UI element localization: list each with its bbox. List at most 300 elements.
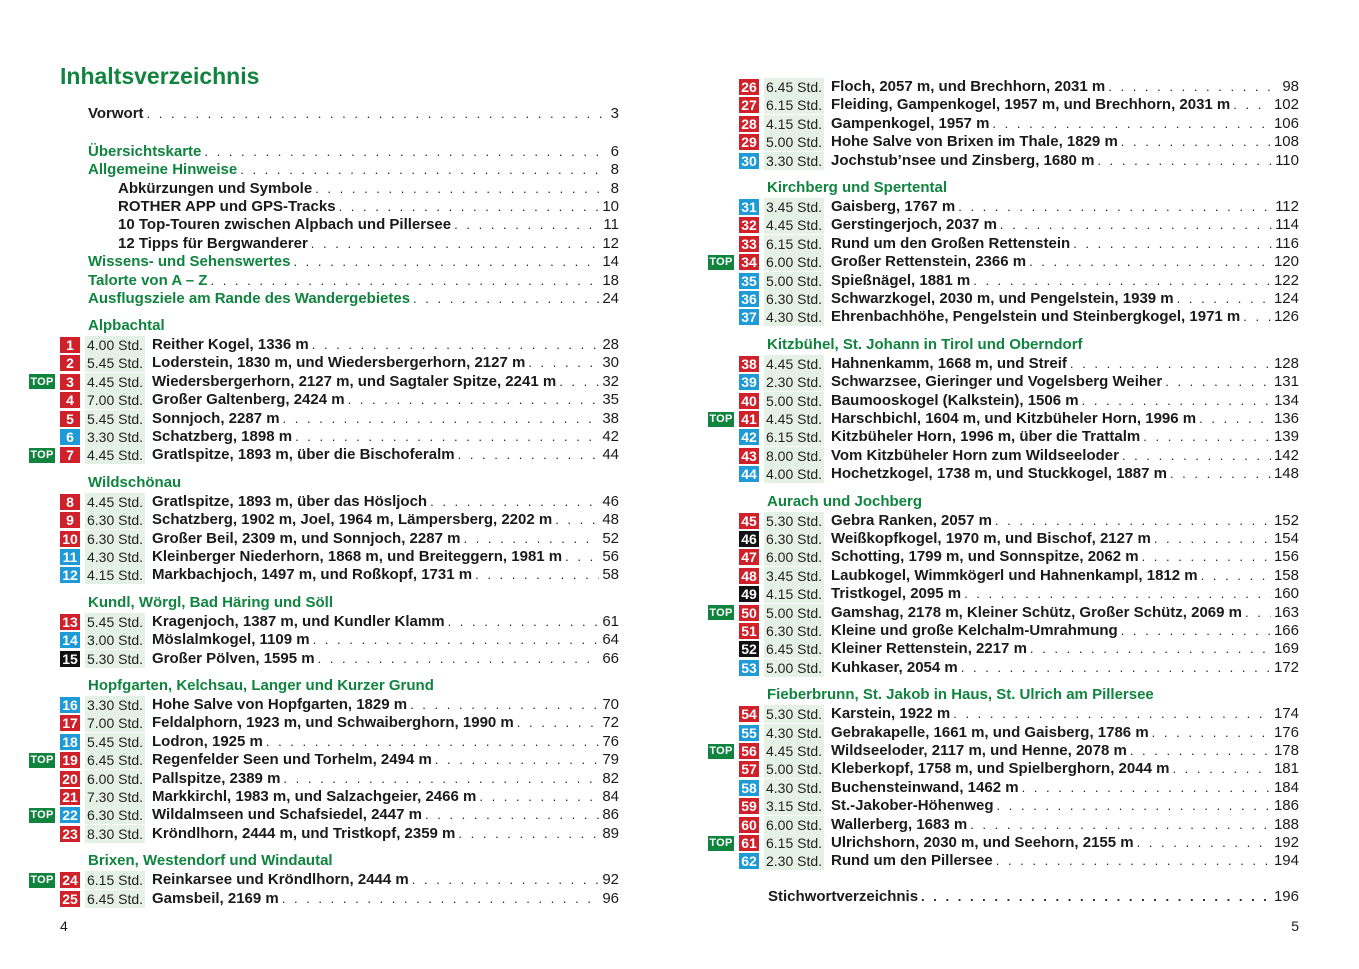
tour-name: Buchensteinwand, 1462 m	[831, 778, 1019, 796]
tour-name: Schotting, 1799 m, und Sonnspitze, 2062 m	[831, 548, 1139, 566]
tour-entry[interactable]	[831, 447, 1299, 465]
toc-entry-page: 6	[610, 143, 619, 160]
tour-number-badge[interactable]: 31	[739, 199, 759, 215]
toc-entry-page: 11	[603, 216, 619, 233]
tour-number-badge[interactable]: 9	[60, 512, 80, 528]
tour-page: 28	[602, 336, 619, 353]
tour-entry[interactable]	[831, 640, 1299, 658]
tour-number-badge[interactable]: 34	[739, 254, 759, 270]
tour-entry[interactable]	[831, 290, 1299, 308]
tour-number-badge[interactable]: 25	[60, 891, 80, 907]
tour-entry[interactable]	[831, 760, 1299, 778]
tour-duration: 3.30 Std.	[87, 697, 144, 713]
tour-name: Gebra Ranken, 2057 m	[831, 511, 992, 529]
tour-number-badge[interactable]: 24	[60, 872, 80, 888]
tour-entry[interactable]	[831, 622, 1299, 640]
tour-number-badge[interactable]: 16	[60, 697, 80, 713]
tour-number-badge[interactable]: 36	[739, 291, 759, 307]
tour-entry[interactable]	[831, 512, 1299, 530]
tour-name: Gratlspitze, 1893 m, über die Bischoferalm	[152, 446, 455, 464]
toc-entry-label: Übersichtskarte	[88, 143, 202, 160]
leader-dots	[1199, 410, 1271, 428]
tour-name: Kuhkaser, 2054 m	[831, 658, 958, 676]
tour-entry[interactable]	[152, 336, 619, 354]
tour-entry[interactable]	[831, 428, 1299, 446]
tour-number-badge[interactable]: 13	[60, 614, 80, 630]
tour-entry[interactable]	[152, 788, 619, 806]
leader-dots	[315, 180, 607, 198]
tour-entry[interactable]	[152, 806, 619, 824]
tour-name: Reinkarsee und Kröndlhorn, 2444 m	[152, 871, 409, 889]
leader-dots	[311, 235, 600, 253]
tour-number-badge[interactable]: 28	[739, 116, 759, 132]
tour-page: 32	[602, 372, 619, 390]
tour-name: Möslalmkogel, 1109 m	[152, 631, 310, 649]
tour-duration: 4.15 Std.	[87, 567, 144, 584]
tour-page: 178	[1273, 742, 1299, 759]
leader-dots	[283, 410, 600, 428]
tour-page: 176	[1273, 723, 1299, 741]
leader-dots	[348, 391, 600, 409]
tour-entry[interactable]	[152, 373, 619, 391]
tour-entry[interactable]	[152, 770, 619, 788]
leader-dots	[1122, 447, 1271, 465]
toc-entry[interactable]	[88, 253, 619, 271]
tour-number-badge[interactable]: 30	[739, 153, 759, 169]
tour-duration: 4.45 Std.	[87, 373, 144, 390]
leader-dots	[1082, 392, 1271, 410]
tour-name: Kröndlhorn, 2444 m, und Tristkopf, 2359 m	[152, 824, 456, 842]
leader-dots	[435, 751, 600, 769]
tour-entry[interactable]	[831, 548, 1299, 566]
tour-number-badge[interactable]: 54	[739, 706, 759, 722]
leader-dots	[147, 105, 608, 123]
toc-entry[interactable]	[88, 272, 619, 290]
tour-page: 181	[1273, 760, 1299, 778]
tour-page: 35	[602, 391, 619, 409]
leader-dots	[1233, 96, 1271, 114]
top-tour-badge: TOP	[30, 809, 54, 822]
tour-name: Markbachjoch, 1497 m, und Roßkopf, 1731 m	[152, 566, 473, 584]
tour-name: Wallerberg, 1683 m	[831, 815, 968, 833]
tour-page: 79	[602, 751, 619, 769]
tour-entry[interactable]	[152, 631, 619, 649]
tour-duration: 3.45 Std.	[766, 567, 823, 584]
tour-page: 112	[1275, 198, 1299, 215]
tour-entry[interactable]	[831, 604, 1299, 622]
tour-number-badge[interactable]: 48	[739, 568, 759, 584]
tour-page: 172	[1273, 658, 1299, 676]
tour-duration: 5.00 Std.	[766, 392, 823, 409]
tour-entry[interactable]	[152, 493, 619, 511]
tour-entry[interactable]	[152, 733, 619, 751]
tour-entry[interactable]	[831, 779, 1299, 797]
tour-duration: 7.30 Std.	[87, 789, 144, 805]
tour-name: Kleinberger Niederhorn, 1868 m, und Breiteggern, 1981 m	[152, 548, 563, 565]
tour-entry[interactable]	[831, 96, 1299, 114]
toc-entry-label: Ausflugsziele am Rande des Wandergebietes	[88, 290, 411, 307]
tour-entry[interactable]	[152, 548, 619, 566]
tour-name: Spießnägel, 1881 m	[831, 271, 971, 289]
tour-page: 30	[602, 354, 619, 372]
tour-entry[interactable]	[152, 825, 619, 843]
toc-entry[interactable]	[88, 161, 619, 179]
tour-duration: 3.30 Std.	[766, 152, 823, 169]
toc-entry-page: 3	[610, 105, 619, 122]
tour-entry[interactable]	[831, 852, 1299, 870]
leader-dots	[339, 198, 600, 216]
tour-name: Reither Kogel, 1336 m	[152, 336, 309, 353]
tour-duration: 6.45 Std.	[766, 79, 823, 95]
leader-dots	[410, 696, 599, 714]
tour-number-badge[interactable]: 20	[60, 771, 80, 787]
tour-entry[interactable]	[831, 659, 1299, 677]
tour-page: 86	[602, 806, 619, 824]
tour-number-badge[interactable]: 51	[739, 623, 759, 639]
tour-page: 194	[1273, 852, 1299, 870]
leader-dots	[454, 216, 600, 234]
leader-dots	[1165, 373, 1271, 391]
tour-page: 98	[1282, 78, 1299, 95]
toc-entry[interactable]	[88, 143, 619, 161]
tour-entry[interactable]	[831, 567, 1299, 585]
leader-dots	[1152, 724, 1271, 742]
section-heading: Hopfgarten, Kelchsau, Langer und Kurzer Grund	[88, 677, 434, 694]
tour-entry[interactable]	[831, 152, 1299, 170]
toc-entry-label: 12 Tipps für Bergwanderer	[118, 235, 308, 252]
tour-page: 122	[1273, 271, 1299, 289]
tour-entry[interactable]	[831, 724, 1299, 742]
tour-number-badge[interactable]: 15	[60, 651, 80, 667]
tour-number-badge[interactable]: 17	[60, 715, 80, 731]
tour-entry[interactable]	[152, 391, 619, 409]
tour-entry[interactable]	[152, 410, 619, 428]
tour-entry[interactable]	[831, 410, 1299, 428]
tour-number-badge[interactable]: 60	[739, 817, 759, 833]
tour-duration: 6.15 Std.	[766, 97, 823, 114]
index-entry-label: Stichwortverzeichnis	[768, 888, 919, 905]
tour-entry[interactable]	[152, 446, 619, 464]
leader-dots	[996, 852, 1271, 870]
tour-number-badge[interactable]: 44	[739, 466, 759, 482]
leader-dots	[479, 788, 599, 806]
tour-name: Baumooskogel (Kalkstein), 1506 m	[831, 391, 1079, 409]
toc-entry[interactable]	[88, 290, 619, 308]
tour-page: 166	[1273, 622, 1299, 639]
tour-number-badge[interactable]: 39	[739, 374, 759, 390]
tour-entry[interactable]	[831, 235, 1299, 253]
tour-page: 56	[602, 548, 619, 565]
tour-number-badge[interactable]: 2	[60, 355, 80, 371]
tour-page: 124	[1273, 290, 1299, 307]
tour-page: 44	[602, 446, 619, 464]
tour-number-badge[interactable]: 32	[739, 217, 759, 233]
tour-number-badge[interactable]: 61	[739, 835, 759, 851]
leader-dots	[1243, 308, 1271, 326]
tour-entry[interactable]	[152, 354, 619, 372]
toc-entry[interactable]	[118, 198, 619, 216]
tour-duration: 4.45 Std.	[766, 217, 823, 234]
tour-name: Karstein, 1922 m	[831, 705, 951, 723]
tour-name: Schatzberg, 1902 m, Joel, 1964 m, Lämpersberg, 2202 m	[152, 511, 553, 529]
leader-dots	[413, 290, 599, 308]
leader-dots	[997, 797, 1271, 815]
tour-name: Fleiding, Gampenkogel, 1957 m, und Brechhorn, 2031 m	[831, 96, 1231, 114]
tour-number-badge[interactable]: 19	[60, 752, 80, 768]
tour-name: Schwarzkogel, 2030 m, und Pengelstein, 1939 m	[831, 290, 1174, 307]
tour-number-badge[interactable]: 33	[739, 236, 759, 252]
section-heading: Aurach und Jochberg	[767, 492, 923, 510]
tour-number-badge[interactable]: 47	[739, 549, 759, 565]
tour-number-badge[interactable]: 4	[60, 392, 80, 408]
tour-page: 46	[602, 492, 619, 510]
tour-number-badge[interactable]: 3	[60, 374, 80, 390]
tour-name: Gampenkogel, 1957 m	[831, 114, 990, 132]
tour-number-badge[interactable]: 55	[739, 725, 759, 741]
tour-duration: 5.45 Std.	[87, 410, 144, 427]
tour-number-badge[interactable]: 41	[739, 411, 759, 427]
tour-page: 131	[1273, 373, 1299, 391]
leader-dots	[1000, 216, 1272, 234]
tour-duration: 7.00 Std.	[87, 715, 144, 732]
tour-page: 169	[1273, 640, 1299, 658]
tour-entry[interactable]	[831, 115, 1299, 133]
tour-entry[interactable]	[831, 465, 1299, 483]
tour-entry[interactable]	[831, 308, 1299, 326]
top-tour-badge: TOP	[30, 874, 54, 887]
tour-duration: 4.30 Std.	[87, 549, 144, 565]
tour-number-badge[interactable]: 43	[739, 448, 759, 464]
tour-page: 116	[1275, 234, 1299, 252]
tour-number-badge[interactable]: 46	[739, 531, 759, 547]
tour-entry[interactable]	[831, 585, 1299, 603]
leader-dots	[559, 373, 599, 391]
leader-dots	[1245, 604, 1271, 622]
tour-entry[interactable]	[831, 253, 1299, 271]
tour-number-badge[interactable]: 14	[60, 632, 80, 648]
tour-number-badge[interactable]: 40	[739, 393, 759, 409]
toc-entry[interactable]	[118, 180, 619, 198]
leader-dots	[1170, 465, 1271, 483]
tour-duration: 6.30 Std.	[87, 530, 144, 547]
top-tour-badge: TOP	[709, 745, 733, 757]
toc-entry[interactable]	[118, 235, 619, 253]
tour-page: 154	[1273, 530, 1299, 547]
toc-entry-page: 8	[610, 161, 619, 178]
tour-number-badge[interactable]: 27	[739, 97, 759, 113]
tour-page: 163	[1273, 603, 1299, 621]
leader-dots	[430, 493, 599, 511]
leader-dots	[425, 806, 599, 824]
tour-entry[interactable]	[831, 530, 1299, 548]
tour-entry[interactable]	[152, 751, 619, 769]
tour-entry[interactable]	[831, 133, 1299, 151]
tour-entry[interactable]	[152, 428, 619, 446]
tour-duration: 5.30 Std.	[766, 512, 823, 529]
tour-page: 136	[1273, 410, 1299, 427]
tour-number-badge[interactable]: 5	[60, 411, 80, 427]
tour-number-badge[interactable]: 49	[739, 586, 759, 602]
tour-duration: 4.15 Std.	[766, 115, 823, 132]
tour-number-badge[interactable]: 38	[739, 356, 759, 372]
tour-number-badge[interactable]: 42	[739, 429, 759, 445]
tour-duration: 4.45 Std.	[87, 493, 144, 510]
tour-number-badge[interactable]: 59	[739, 798, 759, 814]
leader-dots	[1121, 622, 1271, 640]
tour-duration: 6.15 Std.	[87, 872, 144, 889]
tour-entry[interactable]	[831, 78, 1299, 96]
leader-dots	[1142, 548, 1271, 566]
tour-page: 184	[1273, 778, 1299, 796]
tour-number-badge[interactable]: 26	[739, 79, 759, 95]
toc-entry-page: 24	[602, 290, 619, 307]
tour-page: 106	[1273, 114, 1299, 132]
tour-entry[interactable]	[831, 797, 1299, 815]
tour-number-badge[interactable]: 35	[739, 273, 759, 289]
tour-number-badge[interactable]: 37	[739, 309, 759, 325]
tour-page: 186	[1273, 797, 1299, 815]
tour-page: 134	[1273, 391, 1299, 409]
tour-entry[interactable]	[831, 272, 1299, 290]
leader-dots	[475, 566, 599, 584]
leader-dots	[992, 115, 1271, 133]
leader-dots	[1154, 530, 1271, 548]
tour-number-badge[interactable]: 57	[739, 761, 759, 777]
leader-dots	[995, 512, 1271, 530]
tour-number-badge[interactable]: 10	[60, 531, 80, 547]
tour-number-badge[interactable]: 52	[739, 641, 759, 657]
tour-duration: 7.00 Std.	[87, 392, 144, 409]
tour-duration: 6.00 Std.	[766, 816, 823, 833]
tour-duration: 4.30 Std.	[766, 309, 823, 326]
page-title: Inhaltsverzeichnis	[60, 63, 260, 89]
tour-duration: 4.45 Std.	[87, 447, 144, 464]
tour-duration: 5.00 Std.	[766, 134, 823, 151]
tour-duration: 5.00 Std.	[766, 272, 823, 289]
tour-entry[interactable]	[831, 373, 1299, 391]
tour-entry[interactable]	[152, 696, 619, 714]
tour-duration: 4.45 Std.	[766, 743, 823, 759]
index-entry[interactable]	[768, 888, 1299, 906]
tour-duration: 4.30 Std.	[766, 724, 823, 741]
top-tour-badge: TOP	[709, 413, 733, 425]
leader-dots	[961, 659, 1271, 677]
leader-dots	[412, 871, 600, 889]
tour-number-badge[interactable]: 22	[60, 807, 80, 823]
tour-page: 64	[602, 631, 619, 649]
tour-name: Lodron, 1925 m	[152, 732, 263, 750]
toc-entry[interactable]	[118, 216, 619, 234]
tour-duration: 5.30 Std.	[87, 650, 144, 667]
tour-entry[interactable]	[831, 816, 1299, 834]
tour-number-badge[interactable]: 23	[60, 826, 80, 842]
tour-entry[interactable]	[152, 650, 619, 668]
tour-number-badge[interactable]: 21	[60, 789, 80, 805]
tour-page: 128	[1273, 354, 1299, 372]
tour-entry[interactable]	[152, 566, 619, 584]
tour-page: 148	[1273, 465, 1299, 483]
leader-dots	[1137, 834, 1271, 852]
tour-entry[interactable]	[831, 705, 1299, 723]
tour-page: 42	[602, 428, 619, 445]
tour-duration: 6.00 Std.	[766, 254, 823, 271]
tour-name: Hohe Salve von Brixen im Thale, 1829 m	[831, 133, 1118, 151]
tour-number-badge[interactable]: 11	[60, 549, 80, 565]
tour-page: 92	[602, 871, 619, 889]
tour-duration: 2.30 Std.	[766, 374, 823, 391]
tour-duration: 3.45 Std.	[766, 199, 823, 215]
tour-duration: 6.15 Std.	[766, 835, 823, 851]
leader-dots	[953, 705, 1271, 723]
leader-dots	[565, 548, 599, 566]
tour-number-badge[interactable]: 50	[739, 605, 759, 621]
tour-name: Loderstein, 1830 m, und Wiedersbergerhorn, 2127 m	[152, 354, 526, 372]
tour-page: 96	[602, 889, 619, 907]
leader-dots	[210, 272, 599, 290]
leader-dots	[964, 585, 1271, 603]
tour-number-badge[interactable]: 45	[739, 513, 759, 529]
tour-entry[interactable]	[831, 216, 1299, 234]
tour-number-badge[interactable]: 56	[739, 743, 759, 759]
tour-name: Feldalphorn, 1923 m, und Schwaiberghorn, 1990 m	[152, 714, 514, 732]
tour-entry[interactable]	[152, 511, 619, 529]
tour-entry[interactable]	[152, 871, 619, 889]
tour-entry[interactable]	[831, 742, 1299, 760]
tour-entry[interactable]	[831, 198, 1299, 216]
tour-duration: 5.00 Std.	[766, 659, 823, 676]
tour-entry[interactable]	[831, 355, 1299, 373]
leader-dots	[528, 354, 599, 372]
tour-name: Hochetzkogel, 1738 m, und Stuckkogel, 1887 m	[831, 465, 1167, 483]
tour-number-badge[interactable]: 62	[739, 853, 759, 869]
tour-number-badge[interactable]: 8	[60, 494, 80, 510]
tour-number-badge[interactable]: 18	[60, 734, 80, 750]
tour-page: 120	[1273, 253, 1299, 271]
tour-entry[interactable]	[152, 613, 619, 631]
leader-dots	[1172, 760, 1271, 778]
tour-duration: 2.30 Std.	[766, 853, 823, 870]
tour-entry[interactable]	[152, 714, 619, 732]
leader-dots	[970, 816, 1271, 834]
tour-name: Rund um den Großen Rettenstein	[831, 234, 1071, 252]
leader-dots	[463, 530, 599, 548]
tour-number-badge[interactable]: 53	[739, 660, 759, 676]
tour-entry[interactable]	[831, 392, 1299, 410]
tour-name: Gamsbeil, 2169 m	[152, 889, 279, 907]
tour-duration: 6.30 Std.	[766, 623, 823, 639]
tour-page: 38	[602, 409, 619, 427]
tour-number-badge[interactable]: 1	[60, 337, 80, 353]
toc-entry[interactable]	[88, 105, 619, 123]
tour-entry[interactable]	[152, 890, 619, 908]
tour-page: 108	[1273, 133, 1299, 151]
tour-page: 156	[1273, 548, 1299, 566]
tour-duration: 6.45 Std.	[766, 641, 823, 658]
tour-name: Sonnjoch, 2287 m	[152, 409, 280, 427]
toc-entry-page: 14	[602, 253, 619, 270]
tour-number-badge[interactable]: 58	[739, 780, 759, 796]
section-heading: Brixen, Westendorf und Windautal	[88, 852, 333, 870]
tour-page: 139	[1273, 428, 1299, 446]
tour-number-badge[interactable]: 7	[60, 447, 80, 463]
tour-number-badge[interactable]: 6	[60, 429, 80, 445]
tour-entry[interactable]	[831, 834, 1299, 852]
tour-number-badge[interactable]: 29	[739, 134, 759, 150]
tour-page: 89	[602, 824, 619, 842]
tour-entry[interactable]	[152, 530, 619, 548]
leader-dots	[1201, 567, 1271, 585]
tour-number-badge[interactable]: 12	[60, 567, 80, 583]
